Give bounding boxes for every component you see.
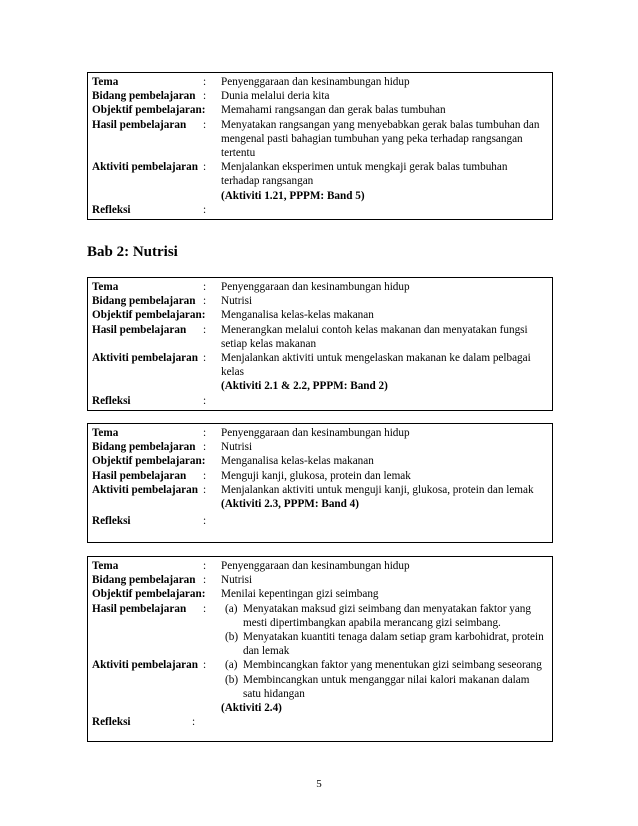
value-tema: Penyenggaraan dan kesinambungan hidup (221, 281, 410, 293)
label-tema: Tema (92, 427, 119, 439)
row-hasil: Hasil pembelajaran : Menyatakan rangsangan yang menyebabkan gerak balas tumbuhan dan mengenal pasti bahagian tumbuhan yang peka terhadap rangsangan tertentu (92, 118, 548, 161)
label-tema: Tema (92, 281, 119, 293)
row-bidang: Bidang pembelajaran : Dunia melalui deria kita (92, 89, 548, 103)
label-refleksi: Refleksi (92, 203, 131, 216)
row-objektif (92, 454, 548, 468)
value-hasil: Menyatakan rangsangan yang menyebabkan gerak balas tumbuhan dan mengenal pasti bahagian tumbuhan yang peka terhadap rangsangan tertentu (221, 118, 540, 160)
value-tema: Penyenggaraan dan kesinambungan hidup (221, 560, 410, 572)
lesson-box-3 (87, 423, 553, 543)
activity-reference: (Aktiviti 2.4) (221, 702, 282, 715)
value-objektif: Menganalisa kelas-kelas makanan (221, 309, 374, 322)
row-aktiviti: Aktiviti pembelajaran : Menjalankan aktiviti untuk mengelaskan makanan ke dalam pelbagai kelas (Aktiviti 2.1 & 2.2, PPPM: Band 2) (92, 351, 548, 394)
value-aktiviti: Menjalankan aktiviti untuk menguji kanji, glukosa, protein dan lemak (Aktiviti 2.3, PPPM: Band 4) (221, 483, 534, 511)
label-bidang: Bidang pembelajaran (92, 441, 196, 454)
value-bidang: Nutrisi (221, 441, 253, 454)
list-item: (b) Membincangkan untuk menganggar nilai kalori makanan dalam satu hidangan (225, 673, 530, 700)
value-aktiviti: Menjalankan aktiviti untuk mengelaskan makanan ke dalam pelbagai kelas (Aktiviti 2.1 & 2.2, PPPM: Band 2) (221, 352, 531, 393)
row-hasil: Hasil pembelajaran : Menguji kanji, glukosa, protein dan lemak (92, 469, 548, 483)
row-hasil: Hasil pembelajaran : (a) Menyatakan maksud gizi seimbang dan menyatakan faktor yang mesti dipertimbangkan apabila merancang gizi seimbang. (b) Menyatakan kuantiti tenaga dalam setiap gram karbohidrat, protein dan lemak (92, 602, 548, 659)
label-bidang: Bidang pembelajaran (92, 574, 196, 587)
label-tema: Tema (92, 76, 119, 88)
page-number: 5 (316, 778, 322, 790)
value-objektif: Memahami rangsangan dan gerak balas tumbuhan (221, 104, 446, 117)
row-hasil: Hasil pembelajaran : Menerangkan melalui contoh kelas makanan dan menyatakan fungsi setiap kelas makanan (92, 323, 548, 351)
row-aktiviti: Aktiviti pembelajaran : (a) Membincangkan faktor yang menentukan gizi seimbang seseorang (b) Membincangkan untuk menganggar nilai kalori makanan dalam satu hidangan (Aktiviti 2.4) (92, 658, 548, 715)
list-item: (b) Menyatakan kuantiti tenaga dalam setiap gram karbohidrat, protein dan lemak (225, 631, 544, 658)
row-tema: Tema : Penyenggaraan dan kesinambungan hidup (92, 75, 548, 89)
label-hasil: Hasil pembelajaran (92, 469, 187, 482)
label-objektif: Objektif pembelajaran: (92, 104, 206, 117)
row-refleksi: Refleksi : (92, 203, 207, 216)
row-refleksi: Refleksi : (92, 394, 207, 407)
label-objektif: Objektif pembelajaran: (92, 588, 206, 601)
label-aktiviti: Aktiviti pembelajaran (92, 352, 198, 365)
row-tema: Tema : Penyenggaraan dan kesinambungan hidup (92, 559, 548, 573)
row-aktiviti: Aktiviti pembelajaran : Menjalankan aktiviti untuk menguji kanji, glukosa, protein dan lemak (Aktiviti 2.3, PPPM: Band 4) (92, 483, 548, 511)
value-aktiviti (221, 658, 548, 715)
value-bidang: Nutrisi (221, 574, 253, 587)
label-hasil: Hasil pembelajaran (92, 323, 187, 336)
value-tema: Penyenggaraan dan kesinambungan hidup (221, 76, 410, 88)
row-tema: Tema : Penyenggaraan dan kesinambungan hidup (92, 280, 548, 294)
row-refleksi: Refleksi : (92, 716, 196, 729)
value-bidang: Nutrisi (221, 295, 253, 308)
label-aktiviti: Aktiviti pembelajaran (92, 483, 198, 496)
label-tema: Tema (92, 560, 119, 572)
label-refleksi: Refleksi (92, 394, 131, 407)
value-hasil: Menguji kanji, glukosa, protein dan lemak (221, 469, 411, 482)
row-objektif (92, 103, 548, 117)
label-objektif: Objektif pembelajaran: (92, 309, 206, 322)
label-bidang: Bidang pembelajaran (92, 295, 196, 308)
section-heading: Bab 2: Nutrisi (87, 244, 178, 260)
lesson-box-4 (87, 556, 553, 742)
row-objektif (92, 308, 548, 322)
row-aktiviti: Aktiviti pembelajaran : Menjalankan eksperimen untuk mengkaji gerak balas tumbuhan terhadap rangsangan (Aktiviti 1.21, PPPM: Band 5) (92, 160, 548, 203)
label-aktiviti: Aktiviti pembelajaran (92, 161, 198, 174)
activity-reference: (Aktiviti 2.1 & 2.2, PPPM: Band 2) (221, 380, 388, 393)
value-aktiviti: Menjalankan eksperimen untuk mengkaji gerak balas tumbuhan terhadap rangsangan (Aktiviti 1.21, PPPM: Band 5) (221, 161, 508, 202)
list-item: (a) Menyatakan maksud gizi seimbang dan menyatakan faktor yang mesti dipertimbangkan apabila merancang gizi seimbang. (225, 602, 531, 629)
row-refleksi: Refleksi : (92, 515, 207, 528)
label-hasil: Hasil pembelajaran (92, 118, 187, 131)
lesson-box-2 (87, 277, 553, 411)
list-item: (a) Membincangkan faktor yang menentukan gizi seimbang seseorang (225, 659, 542, 672)
row-tema: Tema : Penyenggaraan dan kesinambungan hidup (92, 426, 548, 440)
value-objektif: Menilai kepentingan gizi seimbang (221, 588, 379, 601)
label-objektif: Objektif pembelajaran: (92, 455, 206, 468)
row-bidang: Bidang pembelajaran : Nutrisi (92, 573, 548, 587)
value-bidang: Dunia melalui deria kita (221, 90, 330, 103)
label-bidang: Bidang pembelajaran (92, 90, 196, 103)
label-aktiviti: Aktiviti pembelajaran (92, 659, 198, 672)
label-hasil: Hasil pembelajaran (92, 602, 187, 615)
row-bidang: Bidang pembelajaran : Nutrisi (92, 440, 548, 454)
value-hasil (221, 602, 548, 659)
lesson-box-1 (87, 72, 553, 220)
value-tema: Penyenggaraan dan kesinambungan hidup (221, 427, 410, 439)
activity-reference: (Aktiviti 1.21, PPPM: Band 5) (221, 189, 365, 202)
label-refleksi: Refleksi (92, 515, 131, 528)
label-refleksi: Refleksi (92, 716, 131, 729)
value-hasil: Menerangkan melalui contoh kelas makanan dan menyatakan fungsi setiap kelas makanan (221, 323, 528, 350)
row-bidang: Bidang pembelajaran : Nutrisi (92, 294, 548, 308)
row-objektif (92, 587, 548, 601)
activity-reference: (Aktiviti 2.3, PPPM: Band 4) (221, 498, 359, 511)
value-objektif: Menganalisa kelas-kelas makanan (221, 455, 374, 468)
